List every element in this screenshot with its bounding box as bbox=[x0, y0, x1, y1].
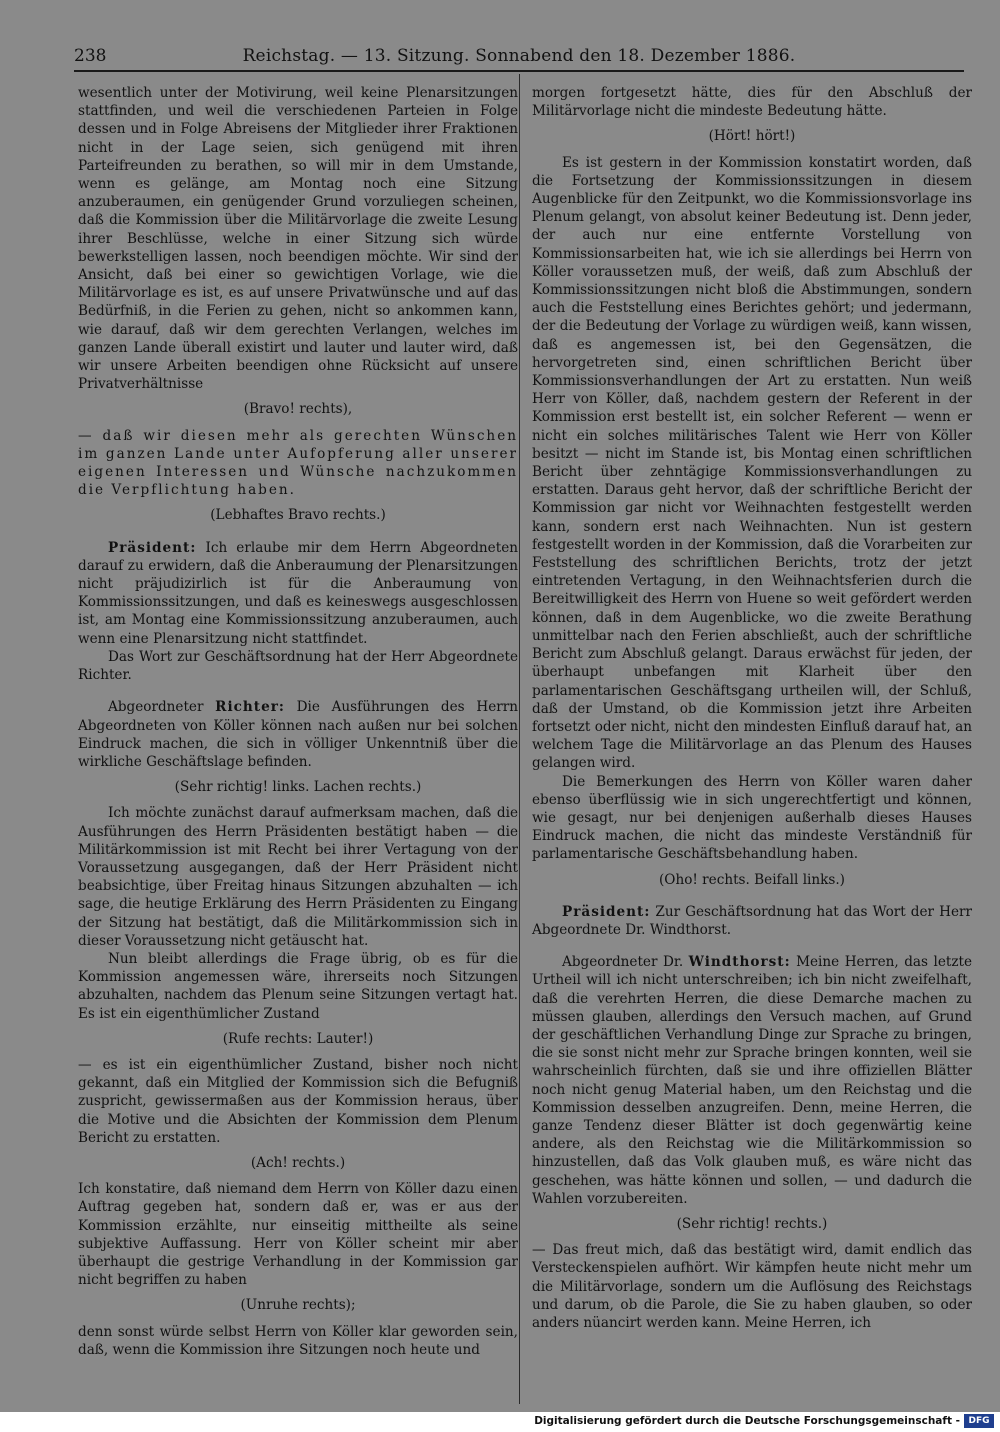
paragraph: morgen fortgesetzt hätte, dies für den Abschluß der Militärvorlage nicht die mindeste Bedeutung hätte. bbox=[532, 85, 972, 120]
interjection: (Sehr richtig! links. Lachen rechts.) bbox=[174, 779, 422, 796]
paragraph: Die Bemerkungen des Herrn von Köller waren daher ebenso überflüssig wie in sich ungerechtfertigt und können, wie gesagt, nur bei denjenigen außerhalb dieses Hauses Eindruck machen, die nicht das mindeste Verständniß für parlamentarische Geschäftsbehandlung haben. bbox=[532, 773, 972, 863]
speech-president: Präsident: Ich erlaube mir dem Herrn Abgeordneten darauf zu erwidern, daß die Anberaumung der Plenarsitzungen nicht präjudizirlich ist für die Anberaumung von Kommissionssitzungen, und daß es keineswegs ausgeschlossen ist, am Montag eine Kommissionssitzung anzuberaumen, auch wenn eine Plenarsitzung nicht stattfindet. bbox=[78, 539, 518, 647]
speaker-name: Richter: bbox=[215, 699, 285, 716]
interjection: (Bravo! rechts), bbox=[243, 401, 353, 418]
speech-richter: Abgeordneter Richter: Die Ausführungen des Herrn Abgeordneten von Köller können nach außen nur bei solchen Eindruck machen, die sich in völliger Unkenntniß über die wirkliche Geschäftslage befinden. bbox=[78, 699, 518, 770]
interjection: (Lebhaftes Bravo rechts.) bbox=[210, 507, 386, 524]
digitization-footer bbox=[0, 1412, 1000, 1432]
right-column bbox=[532, 84, 972, 1332]
speaker-name: Präsident: bbox=[562, 903, 651, 920]
paragraph: — es ist ein eigenthümlicher Zustand, bisher noch nicht gekannt, daß ein Mitglied der Kommission sich die Befugniß zuspricht, gewissermaßen aus der Kommission heraus, über die Motive und die Absichten der Kommission dem Plenum Bericht zu erstatten. bbox=[78, 1056, 518, 1146]
interjection: (Ach! rechts.) bbox=[250, 1154, 346, 1171]
running-title: Reichstag. — 13. Sitzung. Sonnabend den 18. Dezember 1886. bbox=[242, 46, 796, 66]
interjection: (Hört! hört!) bbox=[708, 128, 796, 145]
page-header bbox=[74, 44, 964, 72]
paragraph: denn sonst würde selbst Herrn von Köller klar geworden sein, daß, wenn die Kommission ihre Sitzungen noch heute und bbox=[78, 1323, 518, 1358]
paragraph: — daß wir diesen mehr als gerechten Wünschen im ganzen Lande unter Aufopferung aller unserer eigenen Interessen und Wünsche nachzukommen die Verpflichtung haben. bbox=[78, 427, 518, 499]
speech-windthorst: Abgeordneter Dr. Windthorst: Meine Herren, das letzte Urtheil will ich nicht unterschreiben; ich bin nicht zweifelhaft, daß die verehrten Herren, die diese Demarche machen zu müssen glauben, allerdings den Versuch machen, auf Grund der geschäftlichen Verhandlung Dinge zur Sprache zu bringen, die sie sonst nicht mehr zur Sprache bringen konnten, weil sie wahrscheinlich fürchten, daß sie und ihre offiziellen Blätter noch nicht genug Material haben, um den Reichstag und die Kommission desselben anzugreifen. Denn, meine Herren, die ganze Tendenz dieser Blätter ist doch gegenwärtig keine andere, als den Reichstag wie die Militärkommission so hinzustellen, daß das Volk glauben muß, es wäre nicht das geschehen, was hätte können und sollen, — und dadurch die Wahlen vorzubereiten. bbox=[532, 954, 972, 1207]
interjection: (Sehr richtig! rechts.) bbox=[676, 1215, 828, 1232]
dfg-logo: DFG bbox=[964, 1414, 994, 1428]
paragraph: Ich konstatire, daß niemand dem Herrn von Köller dazu einen Auftrag gegeben hat, sondern daß er, was er aus der Kommission erzählte, nur einseitig mittheilte als seine subjektive Auffassung. Herr von Köller scheint mir aber überhaupt die gestrige Verhandlung in der Kommission gar nicht begriffen zu haben bbox=[78, 1181, 518, 1289]
column-divider bbox=[519, 74, 520, 1404]
footer-credit: Digitalisierung gefördert durch die Deutsche Forschungsgemeinschaft - bbox=[534, 1415, 960, 1427]
interjection: (Unruhe rechts); bbox=[240, 1297, 356, 1314]
speaker-name: Windthorst: bbox=[688, 954, 791, 971]
page-number: 238 bbox=[74, 46, 107, 66]
paragraph: Nun bleibt allerdings die Frage übrig, ob es für die Kommission angemessen wäre, ihrerseits noch Sitzungen abzuhalten, nachdem das Plenum seine Sitzungen vertagt hat. Es ist ein eigenthümlicher Zustand bbox=[78, 950, 518, 1022]
speech-president: Präsident: Zur Geschäftsordnung hat das Wort der Herr Abgeordnete Dr. Windthorst. bbox=[532, 903, 972, 938]
paragraph: Das Wort zur Geschäftsordnung hat der Herr Abgeordnete Richter. bbox=[78, 648, 518, 684]
left-column bbox=[78, 84, 518, 1359]
header-rule bbox=[74, 70, 964, 72]
paragraph: Es ist gestern in der Kommission konstatirt worden, daß die Fortsetzung der Kommissionssitzungen in diesem Augenblicke für den Zeitpunkt, wo die Kommissionsvorlage ins Plenum gelangt, von absolut keiner Bedeutung ist. Denn jeder, der auch nur eine entfernte Vorstellung von Kommissionsarbeiten hat, wie ich sie allerdings bei Herrn von Köller voraussetzen muß, der weiß, daß zum Abschluß der Kommissionssitzungen nicht bloß die Abstimmungen, sondern auch die Feststellung eines Berichtes gehört; und jedermann, der die Bedeutung der Vorlage zu würdigen weiß, kann wissen, daß es angemessen ist, bei den Gegensätzen, die hervorgetreten sind, einen schriftlichen Bericht über Kommissionsverhandlungen der Art zu erstatten. Nun weiß Herr von Köller, daß, nachdem gestern der Referent in der Kommission erst bestellt ist, ein solcher Referent — wenn er nicht ein solches militärisches Talent wie Herr von Köller besitzt — nicht im Stande ist, bis Montag einen schriftlichen Bericht über zehntägige Kommissionsverhandlungen zu erstatten. Daraus geht hervor, daß der schriftliche Bericht der Kommission gar nicht vor Weihnachten festgestellt werden kann, sondern erst nach Weihnachten. Nun ist gestern festgestellt worden in der Kommission, daß die Vorarbeiten zur Feststellung des schriftlichen Berichts, trotz der jetzt eintretenden Vertagung, in den Weihnachtsferien durch die Bereitwilligkeit des Herrn von Huene so weit gefördert werden können, daß in dem Augenblicke, wo die zweite Berathung unmittelbar nach den Ferien abschließt, auch der schriftliche Bericht zum Abschluß gelangt. Daraus erwächst für jeden, der überhaupt unbefangen mit Klarheit über den parlamentarischen Geschäftsgang urtheilen will, der Schluß, daß der Umstand, ob die Kommission jetzt ihre Arbeiten fortsetzt oder nicht, nicht den mindesten Einfluß darauf hat, an welchem Tage die Militärvorlage an das Plenum des Hauses gelangen wird. bbox=[532, 154, 972, 772]
paragraph: — Das freut mich, daß das bestätigt wird, damit endlich das Versteckenspielen aufhört. Wir kämpfen heute nicht mehr um die Militärvorlage, sondern um die Auflösung des Reichstags und darum, ob die Parole, die Sie zu haben glauben, so oder anders nüancirt werden kann. Meine Herren, ich bbox=[532, 1242, 972, 1331]
speaker-name: Präsident: bbox=[108, 539, 197, 556]
paragraph: wesentlich unter der Motivirung, weil keine Plenarsitzungen stattfinden, und weil die verschiedenen Parteien in Folge dessen und in Folge Abreisens der Mitglieder ihrer Fraktionen nicht in der Lage seien, sich genügend mit ihren Parteifreunden zu berathen, so will mir in dem Umstande, wenn es gelänge, am Montag noch eine Sitzung anzuberaumen, ein genügender Grund vorzuliegen scheinen, daß die Kommission über die Militärvorlage die zweite Lesung ihrer Beschlüsse, welche in einer Sitzung sich würde bewerkstelligen lassen, noch beendigen möchte. Wir sind der Ansicht, daß bei einer so gewichtigen Vorlage, wie die Militärvorlage es ist, es auf unsere Privatwünsche und auf das Bedürfniß, in die Ferien zu gehen, nicht so ankommen kann, wie darauf, daß wir dem gerechten Verlangen, welches im ganzen Lande überall existirt und lauter und lauter wird, daß wir unsere Arbeiten beendigen ohne Rücksicht auf unsere Privatverhältnisse bbox=[78, 85, 518, 393]
interjection: (Rufe rechts: Lauter!) bbox=[222, 1030, 374, 1047]
paragraph: Ich möchte zunächst darauf aufmerksam machen, daß die Ausführungen des Herrn Präsidenten bestätigt haben — die Militärkommission ist mit Recht bei ihrer Vertagung von der Voraussetzung ausgegangen, daß der Herr Präsident nicht beabsichtige, über Freitag hinaus Sitzungen abzuhalten — ich sage, die heutige Erklärung des Herrn Präsidenten zu Eingang der Sitzung hat bestätigt, daß die Militärkommission sich in dieser Voraussetzung nicht getäuscht hat. bbox=[78, 805, 518, 949]
interjection: (Oho! rechts. Beifall links.) bbox=[659, 871, 845, 888]
